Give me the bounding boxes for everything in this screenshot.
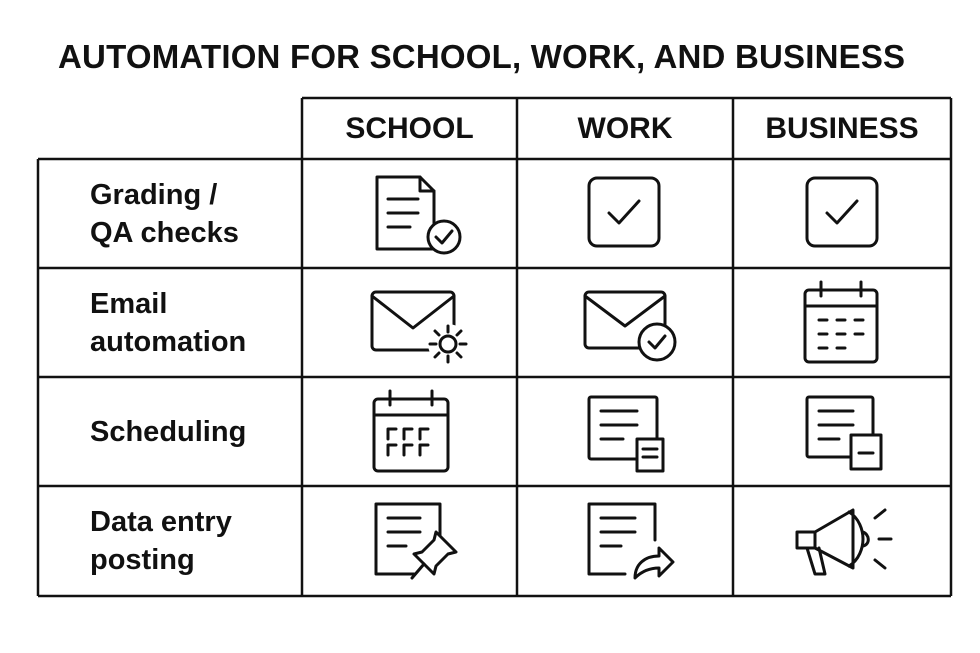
checkbox-icon: [793, 171, 893, 257]
calendar-icon: [793, 280, 893, 366]
row-label-line: posting: [90, 544, 195, 576]
megaphone-icon: [793, 498, 893, 584]
row-label-line: automation: [90, 325, 247, 358]
checkbox-icon: [575, 171, 675, 257]
row-label-line: QA checks: [90, 216, 239, 249]
row-label-data-entry: [90, 486, 232, 596]
row-label-line: Email: [90, 287, 168, 320]
mail-check-icon: [575, 280, 675, 366]
document-pin-icon: [362, 498, 462, 584]
document-note-icon: [793, 389, 893, 475]
row-label-line: Grading /: [90, 178, 218, 211]
row-label-line: Scheduling: [90, 415, 247, 448]
row-label-grading: [90, 159, 239, 268]
mail-gear-icon: [362, 280, 462, 366]
column-header-work: WORK: [577, 111, 673, 145]
calendar-icon: [362, 389, 462, 475]
column-header-business: BUSINESS: [765, 111, 919, 145]
column-header-school: SCHOOL: [345, 111, 474, 145]
row-label-scheduling: [90, 377, 246, 486]
document-check-icon: [362, 171, 462, 257]
document-share-icon: [575, 498, 675, 584]
document-note-icon: [575, 389, 675, 475]
page-title: AUTOMATION FOR SCHOOL, WORK, AND BUSINESS: [58, 38, 906, 75]
row-label-line: Data entry: [90, 506, 232, 538]
row-label-email: [90, 268, 246, 377]
